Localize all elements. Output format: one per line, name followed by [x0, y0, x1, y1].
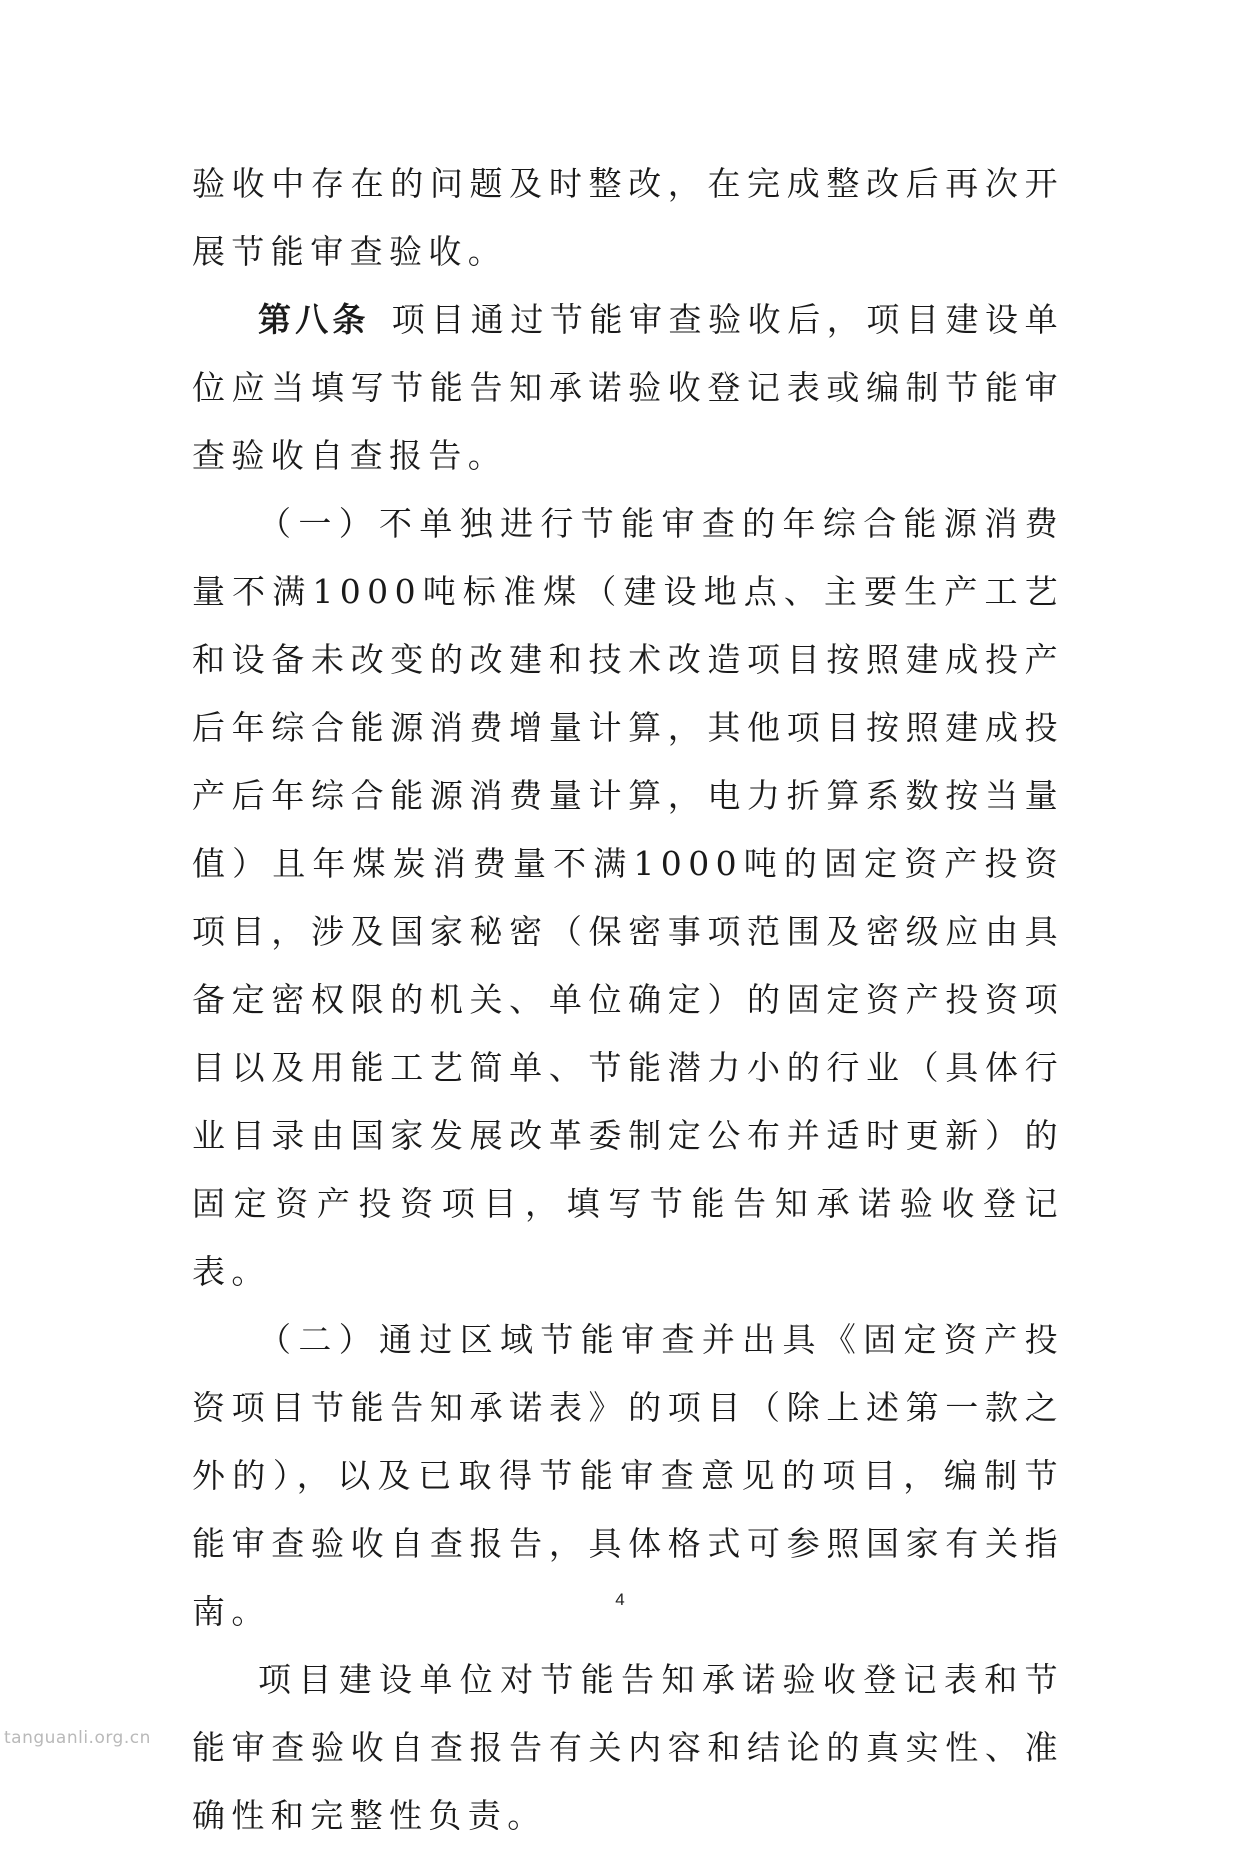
page-number: 4	[615, 1590, 625, 1609]
paragraph-text: （一）不单独进行节能审查的年综合能源消费量不满1000吨标准煤（建设地点、主要生产工艺和设备未改变的改建和技术改造项目按照建成投产后年综合能源消费增量计算，其他项目按照建成投产后年综合能源消费量计算，电力折算系数按当量值）且年煤炭消费量不满1000吨的固定资产投资项目，涉及国家秘密（保密事项范围及密级应由具备定密权限的机关、单位确定）的固定资产投资项目以及用能工艺简单、节能潜力小的行业（具体行业目录由国家发展改革委制定公布并适时更新）的固定资产投资项目，填写节能告知承诺验收登记表。	[192, 504, 1064, 1291]
paragraph-continuation	[192, 150, 1064, 286]
watermark-text: tanguanli.org.cn	[4, 1728, 151, 1748]
paragraph-article-eight	[192, 286, 1064, 490]
paragraph-text: 项目通过节能审查验收后，项目建设单位应当填写节能告知承诺验收登记表或编制节能审查验收自查报告。	[192, 300, 1064, 475]
paragraph-responsibility	[192, 1646, 1064, 1850]
paragraph-item-one	[192, 490, 1064, 1306]
paragraph-text: 项目建设单位对节能告知承诺验收登记表和节能审查验收自查报告有关内容和结论的真实性、准确性和完整性负责。	[192, 1660, 1064, 1835]
article-label: 第八条	[258, 300, 370, 339]
paragraph-text: 验收中存在的问题及时整改，在完成整改后再次开展节能审查验收。	[192, 164, 1064, 271]
paragraph-text: （二）通过区域节能审查并出具《固定资产投资项目节能告知承诺表》的项目（除上述第一款之外的），以及已取得节能审查意见的项目，编制节能审查验收自查报告，具体格式可参照国家有关指南。	[192, 1320, 1064, 1631]
